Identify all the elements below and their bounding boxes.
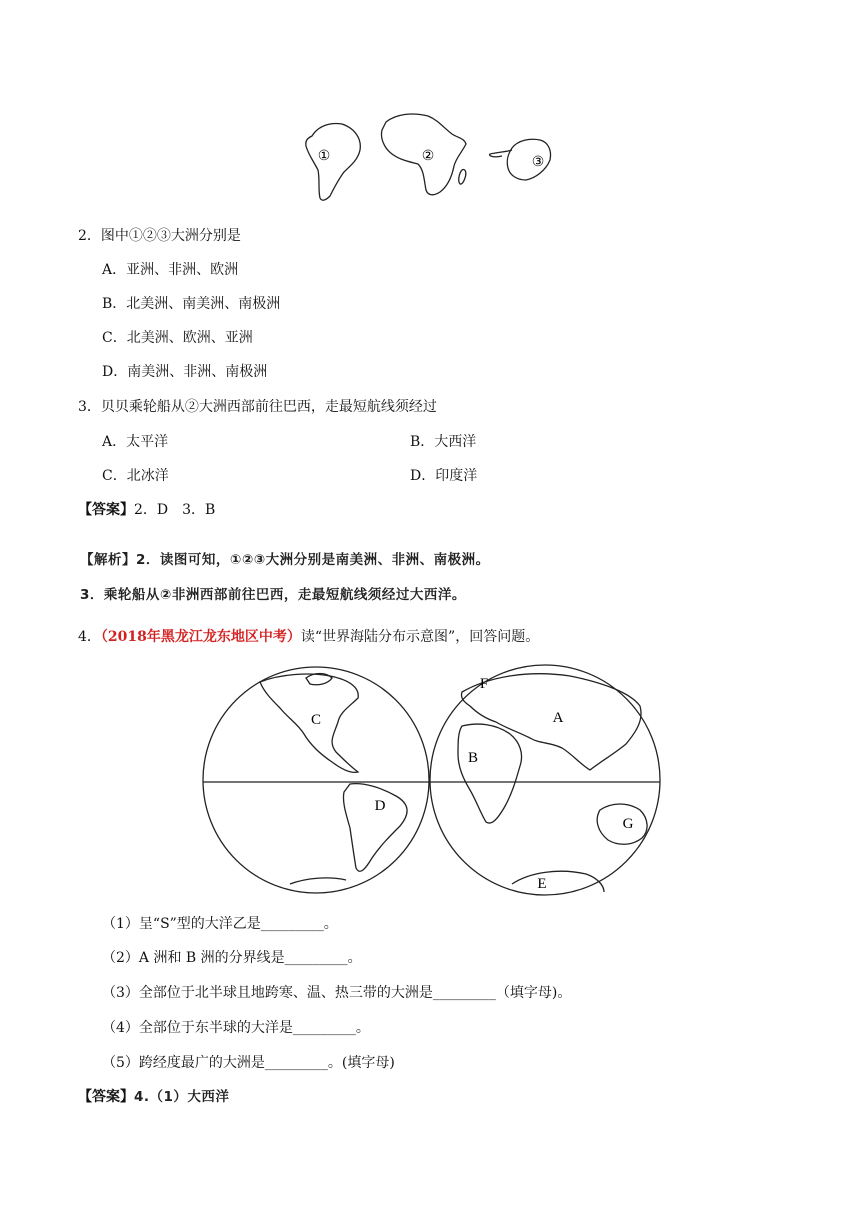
question-2-option-a: A．亚洲、非洲、欧洲 — [102, 262, 239, 278]
answer-block-1 — [78, 500, 215, 520]
question-2-option-b: B．北美洲、南美洲、南极洲 — [102, 296, 281, 312]
question-2-option-d: D．南美洲、非洲、南极洲 — [102, 364, 268, 380]
analysis-line-2: 3．乘轮船从②非洲西部前往巴西，走最短航线须经过大西洋。 — [80, 587, 466, 603]
map-label-d: D — [374, 798, 386, 814]
world-map-figure — [200, 662, 665, 898]
question-4-stem: 读“世界海陆分布示意图”，回答问题。 — [300, 629, 540, 645]
map-label-g: G — [622, 816, 634, 832]
south-america-outline — [306, 124, 361, 201]
map-label-a: A — [552, 710, 564, 726]
question-4-number: 4． — [78, 629, 101, 645]
antarctica-west-outline — [290, 878, 346, 884]
madagascar-outline — [459, 169, 466, 184]
western-hemisphere-circle — [203, 667, 429, 893]
analysis-line-1: 【解析】2．读图可知，①②③大洲分别是南美洲、非洲、南极洲。 — [80, 552, 490, 568]
subquestion-2: （2）A 洲和 B 洲的分界线是_________。 — [102, 950, 362, 966]
subquestion-5: （5）跨经度最广的大洲是_________。(填字母) — [102, 1055, 395, 1071]
question-2-stem: 2．图中①②③大洲分别是 — [78, 228, 241, 244]
continent-label-3: ③ — [531, 155, 545, 170]
map-label-e: E — [537, 876, 547, 892]
north-america-outline — [260, 674, 358, 772]
continent-label-2: ② — [421, 149, 435, 164]
continent-label-1: ① — [317, 149, 331, 164]
antarctica-east-outline — [512, 871, 604, 892]
question-4-source: （2018年黑龙江龙东地区中考） — [100, 629, 301, 645]
map-label-f: F — [479, 676, 489, 692]
answer-text: 2．D 3．B — [134, 502, 216, 518]
question-3-option-c: C．北冰洋 — [102, 468, 169, 484]
question-3-stem: 3．贝贝乘轮船从②大洲西部前往巴西，走最短航线须经过 — [78, 399, 437, 415]
continents-figure — [290, 108, 570, 213]
question-3-option-a: A．太平洋 — [102, 434, 169, 450]
eurasia-outline — [461, 674, 641, 770]
answer-tag: 【答案】 — [78, 502, 134, 518]
question-2-option-c: C．北美洲、欧洲、亚洲 — [102, 330, 253, 346]
answer-2-tag: 【答案】 — [78, 1089, 134, 1105]
subquestion-3: （3）全部位于北半球且地跨寒、温、热三带的大洲是_________（填字母)。 — [102, 985, 572, 1001]
subquestion-4: （4）全部位于东半球的大洋是_________。 — [102, 1020, 370, 1036]
question-3-option-b: B．大西洋 — [410, 434, 477, 450]
answer-2-text: 4.（1）大西洋 — [134, 1089, 230, 1105]
answer-block-2 — [78, 1087, 229, 1107]
map-label-c: C — [310, 712, 322, 728]
question-4-heading — [78, 627, 539, 647]
question-3-option-d: D．印度洋 — [410, 468, 478, 484]
map-label-b: B — [467, 750, 479, 766]
africa-outline — [458, 724, 522, 823]
greenland-outline — [306, 674, 332, 685]
subquestion-1: （1）呈“S”型的大洋乙是_________。 — [102, 916, 338, 932]
